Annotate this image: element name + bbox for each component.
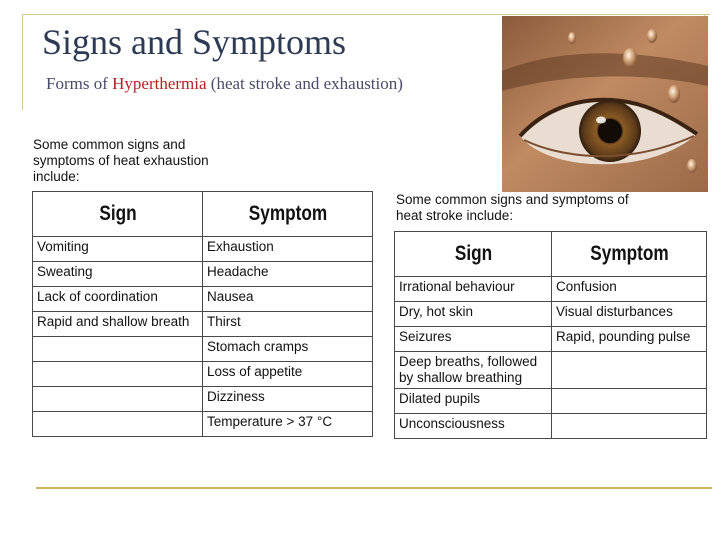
symptom-cell: Stomach cramps: [203, 337, 373, 362]
subtitle-highlight: Hyperthermia: [112, 74, 207, 93]
table-row: [395, 414, 707, 439]
heat-exhaustion-intro: Some common signs and symptoms of heat exhaustion include:: [33, 137, 209, 184]
heat-stroke-intro: Some common signs and symptoms of heat stroke include:: [396, 192, 629, 223]
sign-cell: Dilated pupils: [395, 389, 552, 414]
table-row: [33, 412, 373, 437]
table-row: [33, 362, 373, 387]
sign-column-header: Sign: [409, 232, 538, 277]
symptom-cell: Dizziness: [203, 387, 373, 412]
sign-cell: Deep breaths, followed by shallow breathing: [395, 352, 552, 389]
sign-cell: Seizures: [395, 327, 552, 352]
sign-cell: [33, 412, 203, 437]
subtitle-prefix: Forms of: [46, 74, 113, 93]
page-subtitle: [46, 73, 403, 95]
symptom-column-header: Symptom: [218, 192, 357, 237]
symptom-cell: Loss of appetite: [203, 362, 373, 387]
sign-cell: Irrational behaviour: [395, 277, 552, 302]
table-row: [33, 312, 373, 337]
heat-exhaustion-table: [32, 191, 373, 437]
frame-bottom-line: [36, 487, 712, 489]
sign-cell: Unconsciousness: [395, 414, 552, 439]
table-row: [33, 287, 373, 312]
table-row: [395, 327, 707, 352]
sign-cell: Lack of coordination: [33, 287, 203, 312]
table-row: [33, 337, 373, 362]
sign-cell: [33, 362, 203, 387]
frame-left-line: [22, 14, 23, 110]
table-row: [33, 237, 373, 262]
symptom-cell: Rapid, pounding pulse: [552, 327, 707, 352]
heat-stroke-table: [394, 231, 707, 439]
table-row: [33, 387, 373, 412]
symptom-cell: Nausea: [203, 287, 373, 312]
eye-image-icon: [502, 16, 708, 192]
table-row: [395, 352, 707, 389]
frame-top-line: [22, 14, 710, 15]
symptom-column-header: Symptom: [565, 232, 692, 277]
sign-cell: Sweating: [33, 262, 203, 287]
sign-column-header: Sign: [48, 192, 187, 237]
symptom-cell: Exhaustion: [203, 237, 373, 262]
table-row: [33, 262, 373, 287]
symptom-cell: [552, 352, 707, 389]
symptom-cell: [552, 389, 707, 414]
symptom-cell: Headache: [203, 262, 373, 287]
sign-cell: Vomiting: [33, 237, 203, 262]
symptom-cell: Confusion: [552, 277, 707, 302]
sweaty-eye-photo: [502, 16, 708, 192]
sign-cell: Rapid and shallow breath: [33, 312, 203, 337]
symptom-cell: Thirst: [203, 312, 373, 337]
symptom-cell: Temperature > 37 °C: [203, 412, 373, 437]
table-header-row: [33, 192, 373, 237]
symptom-cell: Visual disturbances: [552, 302, 707, 327]
sign-cell: [33, 337, 203, 362]
sign-cell: Dry, hot skin: [395, 302, 552, 327]
subtitle-suffix: (heat stroke and exhaustion): [206, 74, 403, 93]
table-row: [395, 302, 707, 327]
table-header-row: [395, 232, 707, 277]
table-row: [395, 277, 707, 302]
table-row: [395, 389, 707, 414]
symptom-cell: [552, 414, 707, 439]
sign-cell: [33, 387, 203, 412]
page-title: Signs and Symptoms: [42, 22, 347, 62]
